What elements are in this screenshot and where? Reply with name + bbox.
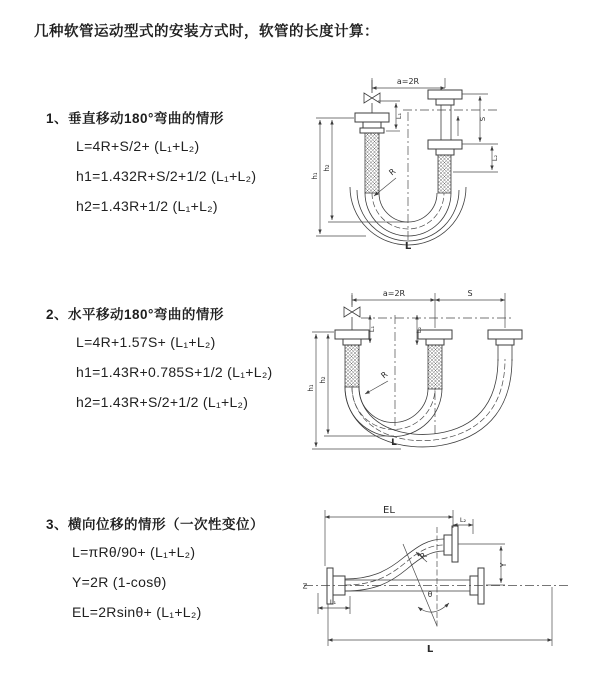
dim-label-h2: h₂ — [319, 376, 327, 384]
braided-hose-right — [438, 155, 451, 193]
dim-label-l2: L₂ — [415, 326, 423, 334]
angle-arc — [418, 603, 449, 612]
section3-heading: 3、横向位移的情形（一次性变位） — [46, 517, 265, 532]
diagram-vertical-180-bend — [308, 68, 558, 263]
left-flange — [355, 113, 389, 133]
formula-line: EL=2Rsinθ+ (L₁+L₂) — [72, 604, 202, 620]
right-flange-upper — [428, 90, 462, 105]
formula-line: Y=2R (1-cosθ) — [72, 574, 167, 590]
upper-flange — [444, 526, 458, 562]
braided-hose-left — [345, 345, 359, 387]
dim-label-l1: L₁ — [395, 112, 403, 120]
section2-formulas — [76, 327, 273, 417]
dim-label-s: S — [479, 116, 487, 122]
page-title: 几种软管运动型式的安装方式时，软管的长度计算： — [34, 24, 379, 40]
left-flange — [335, 330, 369, 345]
hose-original-straight — [345, 568, 484, 604]
radius-leader — [365, 381, 388, 394]
dim-label-a: a=2R — [382, 289, 406, 298]
dim-label-l1: L₁ — [368, 325, 376, 333]
hose-s-curve — [345, 539, 444, 591]
formula-line: h2=1.43R+1/2 (L₁+L₂) — [76, 198, 218, 214]
valve-icon — [364, 80, 380, 113]
diagram-lateral-displacement — [296, 496, 581, 656]
section1-heading: 1、垂直移动180°弯曲的情形 — [46, 111, 224, 126]
diagram-horizontal-180-bend — [306, 283, 574, 463]
dim-label-h1: h₁ — [311, 172, 319, 180]
dim-label-l2: L₂ — [459, 516, 467, 524]
dim-label-l2: L₂ — [491, 154, 499, 162]
formula-line: h2=1.43R+S/2+1/2 (L₁+L₂) — [76, 394, 249, 410]
formula-line: L=4R+1.57S+ (L₁+L₂) — [76, 334, 216, 350]
angle-label: θ — [427, 590, 433, 599]
section-mark-z: Z — [302, 582, 308, 591]
length-label: L — [391, 438, 397, 448]
braided-hose-middle — [428, 345, 442, 389]
radius-label: R — [387, 166, 398, 178]
dim-label-h1: h₁ — [307, 384, 315, 392]
dim-label-s: S — [467, 289, 473, 298]
formula-line: L=4R+S/2+ (L₁+L₂) — [76, 138, 200, 154]
right-flange — [488, 330, 522, 345]
section3-formulas — [72, 537, 202, 627]
formula-line: L=πRθ/90+ (L₁+L₂) — [72, 544, 196, 560]
section2-heading: 2、水平移动180°弯曲的情形 — [46, 307, 224, 322]
middle-flange — [418, 330, 452, 345]
length-label: L — [426, 644, 434, 655]
length-label: L — [404, 241, 412, 252]
dim-label-y: Y — [499, 562, 508, 568]
radius-label: R — [379, 369, 390, 381]
formula-line: h1=1.43R+0.785S+1/2 (L₁+L₂) — [76, 364, 273, 380]
dim-label-el: EL — [383, 505, 395, 516]
braided-hose-left — [365, 133, 379, 193]
section1-formulas — [76, 131, 256, 221]
formula-line: h1=1.432R+S/2+1/2 (L₁+L₂) — [76, 168, 257, 184]
dim-label-l1: L₁ — [329, 598, 337, 606]
radius-label: R — [418, 550, 429, 562]
dim-label-h2: h₂ — [323, 164, 331, 172]
dim-label-a: a=2R — [396, 77, 420, 86]
right-flange-lower — [428, 140, 462, 155]
